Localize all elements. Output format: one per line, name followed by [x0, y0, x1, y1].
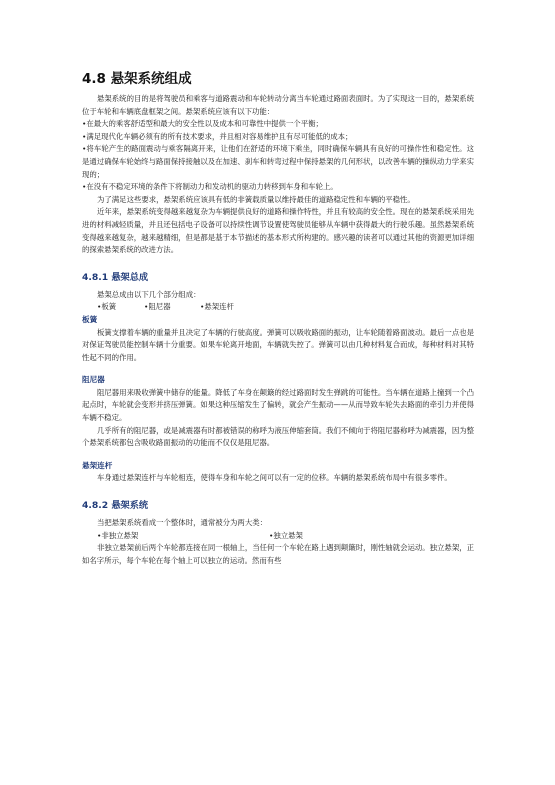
bullet-isolation: •将车轮产生的路面震动与乘客隔离开来，让他们在舒适的环境下乘坐，同时确保车辆具有良好的可操作性和稳定性。这是通过确保车轮始终与路面保持接触以及在加速、刹车和转弯过程中保持悬架的几何形状，以改善车辆的操纵动力学来实现的；	[82, 144, 474, 179]
list-item: •非独立悬架	[97, 530, 139, 540]
heading-damper: 阻尼器	[82, 375, 105, 385]
list-item: •悬架连杆	[200, 302, 234, 312]
heading-suspension-linkage: 悬架连杆	[82, 460, 113, 470]
list-item: •阻尼器	[144, 302, 171, 312]
list-item: •独立悬架	[269, 530, 303, 540]
component-list	[82, 301, 474, 314]
paragraph-recent-years: 近年来，悬架系统变得越来越复杂为车辆提供良好的道路和操作特性，并且有较高的安全性。现在的悬架系统采用先进的材料减轻质量，并且还包括电子设备可以持续性调节设置使驾驶员能够从车辆中获得最大的行驶乐趣。虽然悬架系统变得越来越复杂，越来越精细，但是都是基于本节描述的基本形式所构建的。感兴趣的读者可以通过其他的资源更加详细的探索悬架系统的改进方法。	[82, 207, 474, 255]
section-title-4-8-1: 4.8.1 悬架总成	[82, 271, 149, 283]
section-title-4-8-2: 4.8.2 悬架系统	[82, 500, 149, 512]
list-item: •板簧	[97, 302, 117, 312]
paragraph-intro: 悬架系统的目的是将驾驶员和乘客与道路震动和车轮转动分离当车轮通过路面表面时。为了实现这一目的，悬架系统位于车轮和车辆底盘框架之间。悬架系统应该有以下功能：	[82, 94, 474, 116]
paragraph-leaf-spring: 板簧支撑着车辆的重量并且决定了车辆的行驶高度。弹簧可以吸收路面的振动，让车轮随着路面波动。最后一点也是对保证驾驶员能控制车辆十分重要。如果车轮离开地面，车辆就失控了。弹簧可以由几种材料复合而成，每种材料对其特性起不同的作用。	[82, 327, 474, 362]
paragraph-dependent-suspension: 非独立悬架前后两个车轮都连接在同一根轴上，当任何一个车轮在路上遇到颠簸时，刚性轴就会运动。独立悬架，正如名字所示，每个车轮在每个轴上可以独立的运动。然而有些	[82, 543, 474, 565]
system-type-list	[82, 530, 474, 543]
assembly-intro: 悬架总成由以下几个部分组成：	[97, 289, 201, 299]
section-title-4-8: 4.8 悬架系统组成	[82, 71, 192, 87]
paragraph-suspension-linkage: 车身通过悬架连杆与车轮相连，使得车身和车轮之间可以有一定的位移。车辆的悬架系统布局中有很多零件。	[97, 473, 452, 483]
bullet-balance: •在最大的乘客舒适型和最大的安全性以及成本和可靠性中提供一个平衡；	[82, 119, 323, 129]
paragraph-damper-1: 阻尼器用来吸收弹簧中储存的能量。降低了车身在颠簸的经过路面时发生弹跳的可能性。当车辆在道路上撞到一个凸起点时，车轮就会变形并挤压弹簧。如果这种压缩发生了偏转，就会产生振动——从而导致车轮失去路面的牵引力并使得车辆不稳定。	[82, 387, 474, 423]
bullet-requirements: •满足现代化车辆必须有的所有技术要求，并且相对容易维护且有尽可能低的成本；	[82, 131, 353, 141]
heading-leaf-spring: 板簧	[82, 314, 98, 324]
systems-intro: 当把悬架系统看成一个整体时，通常被分为两大类：	[97, 518, 267, 528]
paragraph-damper-2: 几乎所有的阻尼器，或是减震器有时都被错误的称呼为液压伸缩套筒。我们不倾向于将阻尼器称呼为减震器，因为整个悬架系统都包含吸收路面振动的功能而不仅仅是阻尼器。	[82, 425, 474, 448]
document-page	[82, 70, 474, 567]
bullet-force-transfer: •在没有不稳定环境的条件下将制动力和发动机的驱动力转移到车身和车轮上。	[82, 182, 338, 192]
paragraph-requirements: 为了满足这些要求，悬架系统应该具有低的非簧载质量以维持最佳的道路稳定性和车辆的平稳性。	[97, 194, 415, 204]
